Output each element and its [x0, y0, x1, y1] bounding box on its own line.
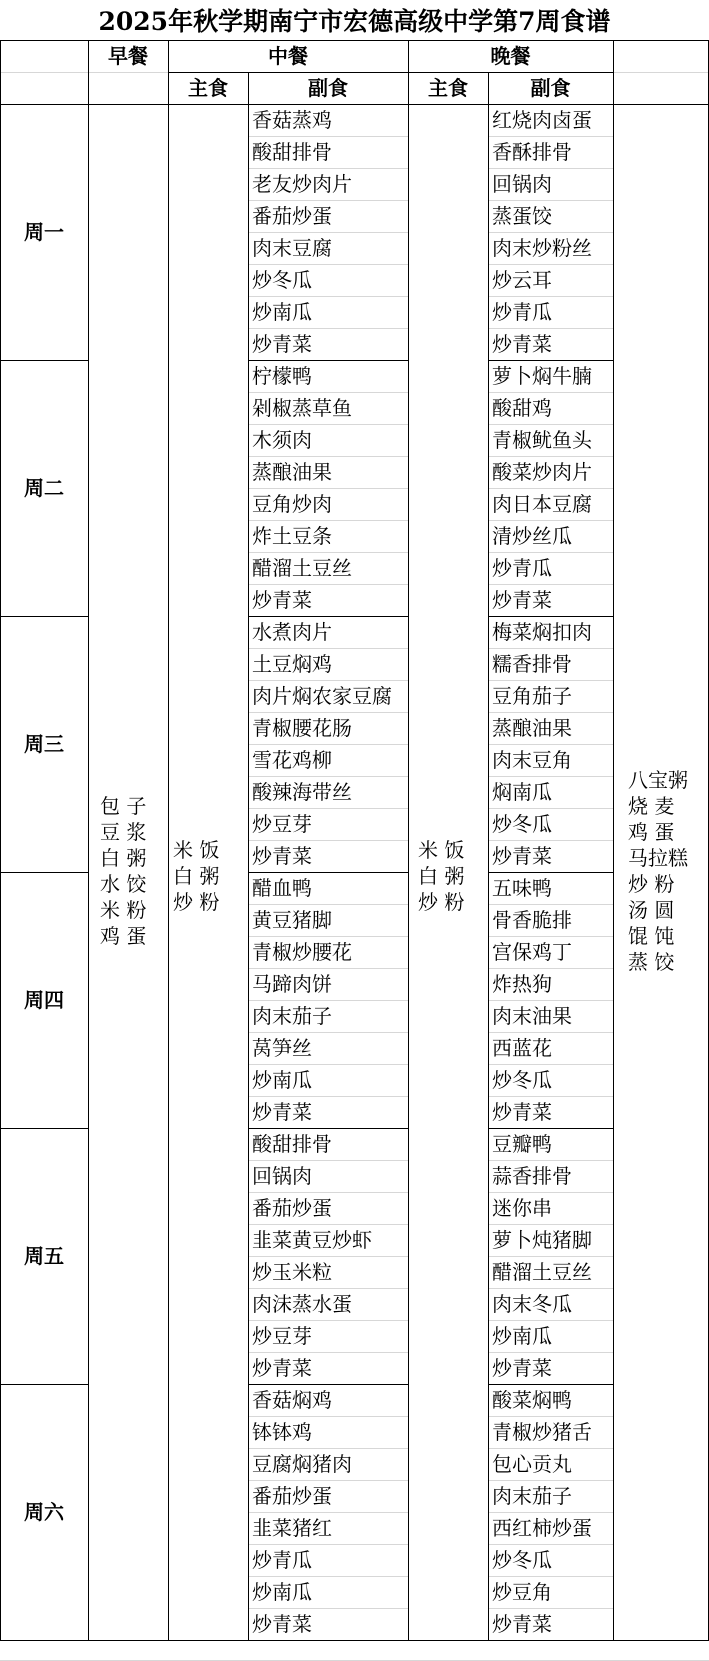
row-divider [248, 168, 408, 169]
row-divider [248, 1544, 408, 1545]
row-divider [248, 392, 408, 393]
dinner-dish: 香酥排骨 [492, 140, 572, 164]
lunch-dish: 酸辣海带丝 [252, 780, 352, 804]
lunch-dish: 柠檬鸭 [252, 364, 312, 388]
lunch-staple-item: 米 饭 [173, 838, 220, 862]
dinner-staple-item: 米 饭 [418, 838, 465, 862]
dinner-dish: 青椒鱿鱼头 [492, 428, 592, 452]
dinner-dish: 焖南瓜 [492, 780, 552, 804]
header-dinner-side: 副食 [530, 76, 571, 100]
row-divider [488, 744, 613, 745]
dinner-dish: 醋溜土豆丝 [492, 1260, 592, 1284]
dinner-dish: 炒青瓜 [492, 556, 552, 580]
dinner-dish: 清炒丝瓜 [492, 524, 572, 548]
lunch-dish: 炒豆芽 [252, 812, 312, 836]
lunch-dish: 莴笋丝 [252, 1036, 312, 1060]
lunch-dish: 青椒炒腰花 [252, 940, 352, 964]
row-divider [488, 136, 613, 137]
row-divider [488, 424, 613, 425]
column-divider [488, 72, 489, 1640]
lunch-dish: 炒玉米粒 [252, 1260, 332, 1284]
night-snack-item: 馄 饨 [628, 924, 675, 948]
header-dinner-staple: 主食 [428, 76, 468, 100]
lunch-dish: 番茄炒蛋 [252, 1484, 332, 1508]
dinner-dish: 萝卜焖牛腩 [492, 364, 592, 388]
breakfast-item: 包 子 [100, 794, 147, 818]
row-divider [248, 936, 408, 937]
row-divider [488, 1288, 613, 1289]
row-divider [248, 680, 408, 681]
row-divider [488, 776, 613, 777]
lunch-dish: 醋血鸭 [252, 876, 312, 900]
dinner-dish: 豆角茄子 [492, 684, 572, 708]
row-divider [488, 840, 613, 841]
row-divider [248, 520, 408, 521]
breakfast-item: 米 粉 [100, 898, 147, 922]
lunch-dish: 黄豆猪脚 [252, 908, 332, 932]
header-lunch-side: 副食 [308, 76, 348, 100]
lunch-dish: 炒青菜 [252, 1356, 312, 1380]
header-top-border [0, 40, 709, 41]
row-divider [488, 488, 613, 489]
night-snack-item: 八宝粥 [628, 768, 688, 792]
row-divider [248, 1256, 408, 1257]
dinner-dish: 糯香排骨 [492, 652, 572, 676]
lunch-dish: 番茄炒蛋 [252, 204, 332, 228]
row-divider [488, 808, 613, 809]
dinner-dish: 炒青菜 [492, 332, 552, 356]
row-divider [248, 648, 408, 649]
row-divider [488, 1608, 613, 1609]
row-divider [248, 776, 408, 777]
dinner-dish: 肉末豆角 [492, 748, 572, 772]
dinner-dish: 炒青菜 [492, 1356, 552, 1380]
lunch-dish: 肉片焖农家豆腐 [252, 684, 392, 708]
day-separator [0, 1128, 88, 1129]
table-left-border [0, 40, 1, 1640]
row-divider [488, 936, 613, 937]
dinner-dish: 肉末冬瓜 [492, 1292, 572, 1316]
dinner-dish: 肉末油果 [492, 1004, 572, 1028]
row-divider [248, 456, 408, 457]
day-separator [488, 872, 613, 873]
lunch-dish: 马蹄肉饼 [252, 972, 332, 996]
row-divider [488, 296, 613, 297]
row-divider [248, 424, 408, 425]
row-divider [488, 264, 613, 265]
lunch-dish: 香菇蒸鸡 [252, 108, 332, 132]
night-snack-item: 汤 圆 [628, 898, 675, 922]
lunch-dish: 豆角炒肉 [252, 492, 332, 516]
lunch-dish: 炒青菜 [252, 1612, 312, 1636]
breakfast-item: 水 饺 [100, 872, 147, 896]
row-divider [248, 1320, 408, 1321]
dinner-dish: 红烧肉卤蛋 [492, 108, 592, 132]
row-divider [248, 712, 408, 713]
row-divider [488, 1512, 613, 1513]
dinner-dish: 炒云耳 [492, 268, 552, 292]
lunch-dish: 剁椒蒸草鱼 [252, 396, 352, 420]
lunch-dish: 炒豆芽 [252, 1324, 312, 1348]
day-label: 周四 [24, 988, 64, 1012]
row-divider [488, 712, 613, 713]
lunch-dish: 老友炒肉片 [252, 172, 352, 196]
row-divider [248, 1512, 408, 1513]
dinner-dish: 炒冬瓜 [492, 1068, 552, 1092]
lunch-staple-item: 白 粥 [173, 864, 220, 888]
row-divider [488, 392, 613, 393]
row-divider [248, 1064, 408, 1065]
dinner-dish: 肉日本豆腐 [492, 492, 592, 516]
row-divider [488, 1096, 613, 1097]
dinner-dish: 西蓝花 [492, 1036, 552, 1060]
row-divider [488, 904, 613, 905]
dinner-dish: 豆瓣鸭 [492, 1132, 552, 1156]
day-separator [248, 1384, 408, 1385]
lunch-dish: 回锅肉 [252, 1164, 312, 1188]
row-divider [488, 1160, 613, 1161]
lunch-dish: 炒南瓜 [252, 300, 312, 324]
row-divider [248, 200, 408, 201]
row-divider [248, 840, 408, 841]
row-divider [488, 1000, 613, 1001]
dinner-dish: 炒青菜 [492, 1100, 552, 1124]
column-divider [88, 40, 89, 1640]
dinner-dish: 五味鸭 [492, 876, 552, 900]
header-dinner: 晚餐 [490, 44, 531, 68]
lunch-dish: 炒南瓜 [252, 1068, 312, 1092]
lunch-dish: 水煮肉片 [252, 620, 332, 644]
row-divider [488, 1064, 613, 1065]
row-divider [488, 1448, 613, 1449]
row-divider [488, 1320, 613, 1321]
row-divider [248, 904, 408, 905]
row-divider [488, 584, 613, 585]
header-breakfast: 早餐 [108, 44, 148, 68]
row-divider [248, 232, 408, 233]
lunch-dish: 香菇焖鸡 [252, 1388, 332, 1412]
row-divider [488, 1544, 613, 1545]
lunch-dish: 炒青瓜 [252, 1548, 312, 1572]
row-divider [248, 744, 408, 745]
header-lunch: 中餐 [268, 44, 308, 68]
dinner-dish: 蒜香排骨 [492, 1164, 572, 1188]
lunch-dish: 炒青菜 [252, 1100, 312, 1124]
row-divider [488, 1032, 613, 1033]
dinner-dish: 青椒炒猪舌 [492, 1420, 592, 1444]
breakfast-item: 豆 浆 [100, 820, 147, 844]
lunch-dish: 豆腐焖猪肉 [252, 1452, 352, 1476]
lunch-dish: 酸甜排骨 [252, 1132, 332, 1156]
row-divider [248, 808, 408, 809]
dinner-dish: 骨香脆排 [492, 908, 572, 932]
day-separator [488, 1128, 613, 1129]
lunch-dish: 炒青菜 [252, 588, 312, 612]
day-separator [248, 616, 408, 617]
lunch-dish: 炒青菜 [252, 332, 312, 356]
row-divider [488, 520, 613, 521]
column-divider [613, 40, 614, 1640]
row-divider [488, 1480, 613, 1481]
row-divider [488, 1256, 613, 1257]
header-bottom-border [0, 104, 709, 105]
lunch-dish: 雪花鸡柳 [252, 748, 332, 772]
day-separator [488, 360, 613, 361]
lunch-dish: 番茄炒蛋 [252, 1196, 332, 1220]
row-divider [488, 1224, 613, 1225]
row-divider [488, 680, 613, 681]
dinner-dish: 西红柿炒蛋 [492, 1516, 592, 1540]
lunch-dish: 肉末茄子 [252, 1004, 332, 1028]
day-label: 周一 [24, 220, 64, 244]
day-label: 周三 [24, 732, 64, 756]
lunch-dish: 青椒腰花肠 [252, 716, 352, 740]
row-divider [488, 1192, 613, 1193]
row-divider [488, 200, 613, 201]
dinner-dish: 炒豆角 [492, 1580, 552, 1604]
row-divider [488, 552, 613, 553]
row-divider [248, 264, 408, 265]
day-label: 周二 [24, 476, 64, 500]
dinner-dish: 炒青菜 [492, 588, 552, 612]
dinner-dish: 迷你串 [492, 1196, 552, 1220]
dinner-staple-item: 炒 粉 [418, 890, 465, 914]
row-divider [488, 1576, 613, 1577]
lunch-dish: 肉沫蒸水蛋 [252, 1292, 352, 1316]
breakfast-item: 鸡 蛋 [100, 924, 147, 948]
row-divider [488, 232, 613, 233]
lunch-dish: 酸甜排骨 [252, 140, 332, 164]
row-divider [248, 1480, 408, 1481]
row-divider [248, 296, 408, 297]
column-divider [248, 72, 249, 1640]
row-divider [613, 72, 709, 73]
row-divider [488, 328, 613, 329]
row-divider [248, 552, 408, 553]
day-separator [248, 1128, 408, 1129]
day-separator [0, 360, 88, 361]
row-divider [488, 1416, 613, 1417]
lunch-dish: 肉末豆腐 [252, 236, 332, 260]
night-snack-item: 蒸 饺 [628, 950, 675, 974]
day-label: 周五 [24, 1244, 64, 1268]
lunch-dish: 木须肉 [252, 428, 312, 452]
lunch-dish: 韭菜猪红 [252, 1516, 332, 1540]
day-separator [0, 616, 88, 617]
page-title: 2025年秋学期南宁市宏德高级中学第7周食谱 [98, 7, 611, 36]
row-divider [248, 1160, 408, 1161]
night-snack-item: 马拉糕 [628, 846, 688, 870]
table-bottom-border [0, 1640, 709, 1641]
lunch-dish: 炒冬瓜 [252, 268, 312, 292]
dinner-staple-item: 白 粥 [418, 864, 465, 888]
dinner-dish: 酸甜鸡 [492, 396, 552, 420]
row-divider [248, 1416, 408, 1417]
dinner-dish: 萝卜炖猪脚 [492, 1228, 592, 1252]
dinner-dish: 炒青菜 [492, 1612, 552, 1636]
column-divider [408, 40, 409, 1640]
lunch-dish: 炸土豆条 [252, 524, 332, 548]
lunch-dish: 蒸酿油果 [252, 460, 332, 484]
dinner-dish: 回锅肉 [492, 172, 552, 196]
lunch-staple-item: 炒 粉 [173, 890, 220, 914]
row-divider [488, 648, 613, 649]
row-divider [488, 456, 613, 457]
dinner-dish: 酸菜炒肉片 [492, 460, 592, 484]
day-label: 周六 [24, 1500, 64, 1524]
column-divider [168, 40, 169, 1640]
day-separator [248, 360, 408, 361]
dinner-dish: 酸菜焖鸭 [492, 1388, 572, 1412]
dinner-dish: 包心贡丸 [492, 1452, 572, 1476]
row-divider [248, 488, 408, 489]
day-separator [248, 872, 408, 873]
row-divider [248, 136, 408, 137]
dinner-dish: 蒸酿油果 [492, 716, 572, 740]
day-separator [0, 872, 88, 873]
dinner-dish: 炒青菜 [492, 844, 552, 868]
row-divider [248, 968, 408, 969]
dinner-dish: 肉末炒粉丝 [492, 236, 592, 260]
row-divider [248, 1032, 408, 1033]
dinner-dish: 炸热狗 [492, 972, 552, 996]
dinner-dish: 肉末茄子 [492, 1484, 572, 1508]
breakfast-item: 白 粥 [100, 846, 147, 870]
lunch-dish: 韭菜黄豆炒虾 [252, 1228, 372, 1252]
row-divider [248, 1192, 408, 1193]
row-divider [248, 584, 408, 585]
night-snack-item: 炒 粉 [628, 872, 675, 896]
day-separator [0, 1384, 88, 1385]
row-divider [248, 1096, 408, 1097]
row-divider [488, 168, 613, 169]
row-divider [488, 1352, 613, 1353]
day-separator [488, 616, 613, 617]
row-divider [248, 328, 408, 329]
row-divider [248, 1000, 408, 1001]
dinner-dish: 炒冬瓜 [492, 1548, 552, 1572]
row-divider [248, 1608, 408, 1609]
dinner-dish: 蒸蛋饺 [492, 204, 552, 228]
lunch-dish: 土豆焖鸡 [252, 652, 332, 676]
header-sub-border [168, 72, 613, 73]
header-lunch-staple: 主食 [188, 76, 228, 100]
night-snack-item: 鸡 蛋 [628, 820, 675, 844]
row-divider [248, 1576, 408, 1577]
row-divider [0, 72, 168, 73]
dinner-dish: 梅菜焖扣肉 [492, 620, 592, 644]
row-divider [248, 1448, 408, 1449]
row-divider [248, 1288, 408, 1289]
dinner-dish: 炒南瓜 [492, 1324, 552, 1348]
lunch-dish: 炒南瓜 [252, 1580, 312, 1604]
lunch-dish: 醋溜土豆丝 [252, 556, 352, 580]
row-divider [248, 1352, 408, 1353]
night-snack-item: 烧 麦 [628, 794, 675, 818]
dinner-dish: 炒青瓜 [492, 300, 552, 324]
dinner-dish: 宫保鸡丁 [492, 940, 572, 964]
day-separator [488, 1384, 613, 1385]
dinner-dish: 炒冬瓜 [492, 812, 552, 836]
lunch-dish: 钵钵鸡 [252, 1420, 312, 1444]
lunch-dish: 炒青菜 [252, 844, 312, 868]
row-divider [488, 968, 613, 969]
row-divider [248, 1224, 408, 1225]
